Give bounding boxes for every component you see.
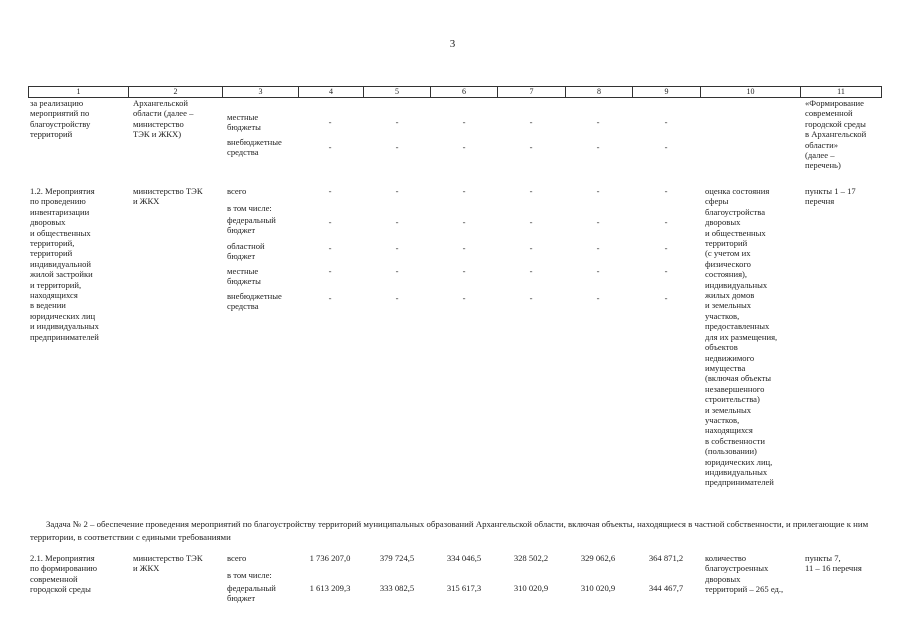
value-cell: -	[596, 243, 600, 253]
funding-source-label: федеральный бюджет	[227, 583, 276, 604]
funding-source-label: всего	[227, 553, 247, 563]
value-cell: -	[664, 117, 668, 127]
funding-source-label: в том числе:	[227, 203, 272, 213]
value-cell: -	[596, 293, 600, 303]
value-cell: 379 724,5	[379, 553, 415, 563]
column-header-9: 9	[632, 87, 700, 97]
value-cell: -	[328, 117, 332, 127]
column-header-5: 5	[363, 87, 430, 97]
funding-source-label: всего	[227, 186, 247, 196]
value-cell: -	[664, 142, 668, 152]
value-cell: -	[529, 293, 533, 303]
value-cell: -	[462, 217, 466, 227]
column-header-4: 4	[298, 87, 363, 97]
value-cell: 1 736 207,0	[309, 553, 351, 563]
funding-source-label: областной бюджет	[227, 241, 265, 262]
funding-source-label: местные бюджеты	[227, 266, 261, 287]
value-cell: -	[462, 117, 466, 127]
row-result-indicator: количество благоустроенных дворовых территорий – 265 ед.,	[705, 553, 784, 595]
value-cell: -	[596, 217, 600, 227]
row-activity-name: 1.2. Мероприятия по проведению инвентаризации дворовых и общественных территорий, территорий индивидуальной жилой застройки и территорий, находящихся в ведении юридических лиц и индивидуальных предпринимателей	[30, 186, 99, 342]
value-cell: -	[664, 186, 668, 196]
value-cell: -	[328, 266, 332, 276]
row-executor: министерство ТЭК и ЖКХ	[133, 186, 203, 207]
funding-source-label: внебюджетные средства	[227, 291, 282, 312]
value-cell: -	[328, 142, 332, 152]
funding-source-label: в том числе:	[227, 570, 272, 580]
value-cell: -	[462, 142, 466, 152]
column-header-1: 1	[28, 87, 128, 97]
page-number: 3	[449, 38, 456, 50]
value-cell: 344 467,7	[648, 583, 684, 593]
row-executor: министерство ТЭК и ЖКХ	[133, 553, 203, 574]
value-cell: 328 502,2	[513, 553, 549, 563]
row-reference: пункты 7, 11 – 16 перечня	[805, 553, 862, 574]
value-cell: 310 020,9	[580, 583, 616, 593]
value-cell: -	[529, 266, 533, 276]
column-header-7: 7	[497, 87, 565, 97]
funding-source-label: местные бюджеты	[227, 112, 261, 133]
value-cell: -	[395, 142, 399, 152]
row-reference: «Формирование современной городской среды в Архангельской области» (далее – перечень)	[805, 98, 867, 171]
value-cell: -	[596, 186, 600, 196]
value-cell: -	[462, 186, 466, 196]
column-header-2: 2	[128, 87, 222, 97]
column-header-10: 10	[700, 87, 800, 97]
value-cell: -	[529, 117, 533, 127]
value-cell: 310 020,9	[513, 583, 549, 593]
value-cell: -	[529, 243, 533, 253]
value-cell: -	[328, 243, 332, 253]
value-cell: -	[395, 293, 399, 303]
value-cell: 329 062,6	[580, 553, 616, 563]
row-activity-name: 2.1. Мероприятия по формированию современной городской среды	[30, 553, 98, 595]
value-cell: -	[596, 142, 600, 152]
value-cell: -	[596, 117, 600, 127]
funding-source-label: федеральный бюджет	[227, 215, 276, 236]
value-cell: 315 617,3	[446, 583, 482, 593]
value-cell: -	[395, 186, 399, 196]
column-header-8: 8	[565, 87, 632, 97]
value-cell: -	[529, 142, 533, 152]
value-cell: -	[395, 266, 399, 276]
row-reference: пункты 1 – 17 перечня	[805, 186, 856, 207]
row-activity-name: за реализацию мероприятий по благоустройству территорий	[30, 98, 91, 140]
column-header-6: 6	[430, 87, 497, 97]
value-cell: -	[664, 266, 668, 276]
value-cell: -	[529, 186, 533, 196]
value-cell: -	[395, 117, 399, 127]
value-cell: -	[664, 243, 668, 253]
value-cell: -	[596, 266, 600, 276]
value-cell: -	[395, 243, 399, 253]
value-cell: -	[328, 217, 332, 227]
value-cell: -	[328, 186, 332, 196]
row-result-indicator: оценка состояния сферы благоустройства дворовых и общественных территорий (с учетом их физического состояния), индивидуальных жилых домов и земельных участков, предоставленных для их размещения, объектов недвижимого имущества (включая объекты незавершенного строительства) и земельных участков, находящихся в собственности (пользовании) юридических лиц, индивидуальных предпринимателей	[705, 186, 778, 488]
value-cell: 1 613 209,3	[309, 583, 351, 593]
table-header-row	[28, 86, 882, 98]
value-cell: 364 871,2	[648, 553, 684, 563]
value-cell: -	[395, 217, 399, 227]
value-cell: -	[664, 217, 668, 227]
value-cell: -	[529, 217, 533, 227]
value-cell: 333 082,5	[379, 583, 415, 593]
value-cell: -	[462, 293, 466, 303]
funding-source-label: внебюджетные средства	[227, 137, 282, 158]
column-header-11: 11	[800, 87, 882, 97]
value-cell: -	[664, 293, 668, 303]
value-cell: -	[328, 293, 332, 303]
value-cell: -	[462, 266, 466, 276]
row-executor: Архангельской области (далее – министерство ТЭК и ЖКХ)	[133, 98, 194, 140]
task-2-heading: Задача № 2 – обеспечение проведения мероприятий по благоустройству территорий муниципальных образований Архангельской области, включая объекты, находящиеся в частной собственности, и прилегающие к ним территории, в соответствии с едиными требованиями	[30, 519, 869, 542]
column-header-3: 3	[222, 87, 298, 97]
value-cell: -	[462, 243, 466, 253]
value-cell: 334 046,5	[446, 553, 482, 563]
